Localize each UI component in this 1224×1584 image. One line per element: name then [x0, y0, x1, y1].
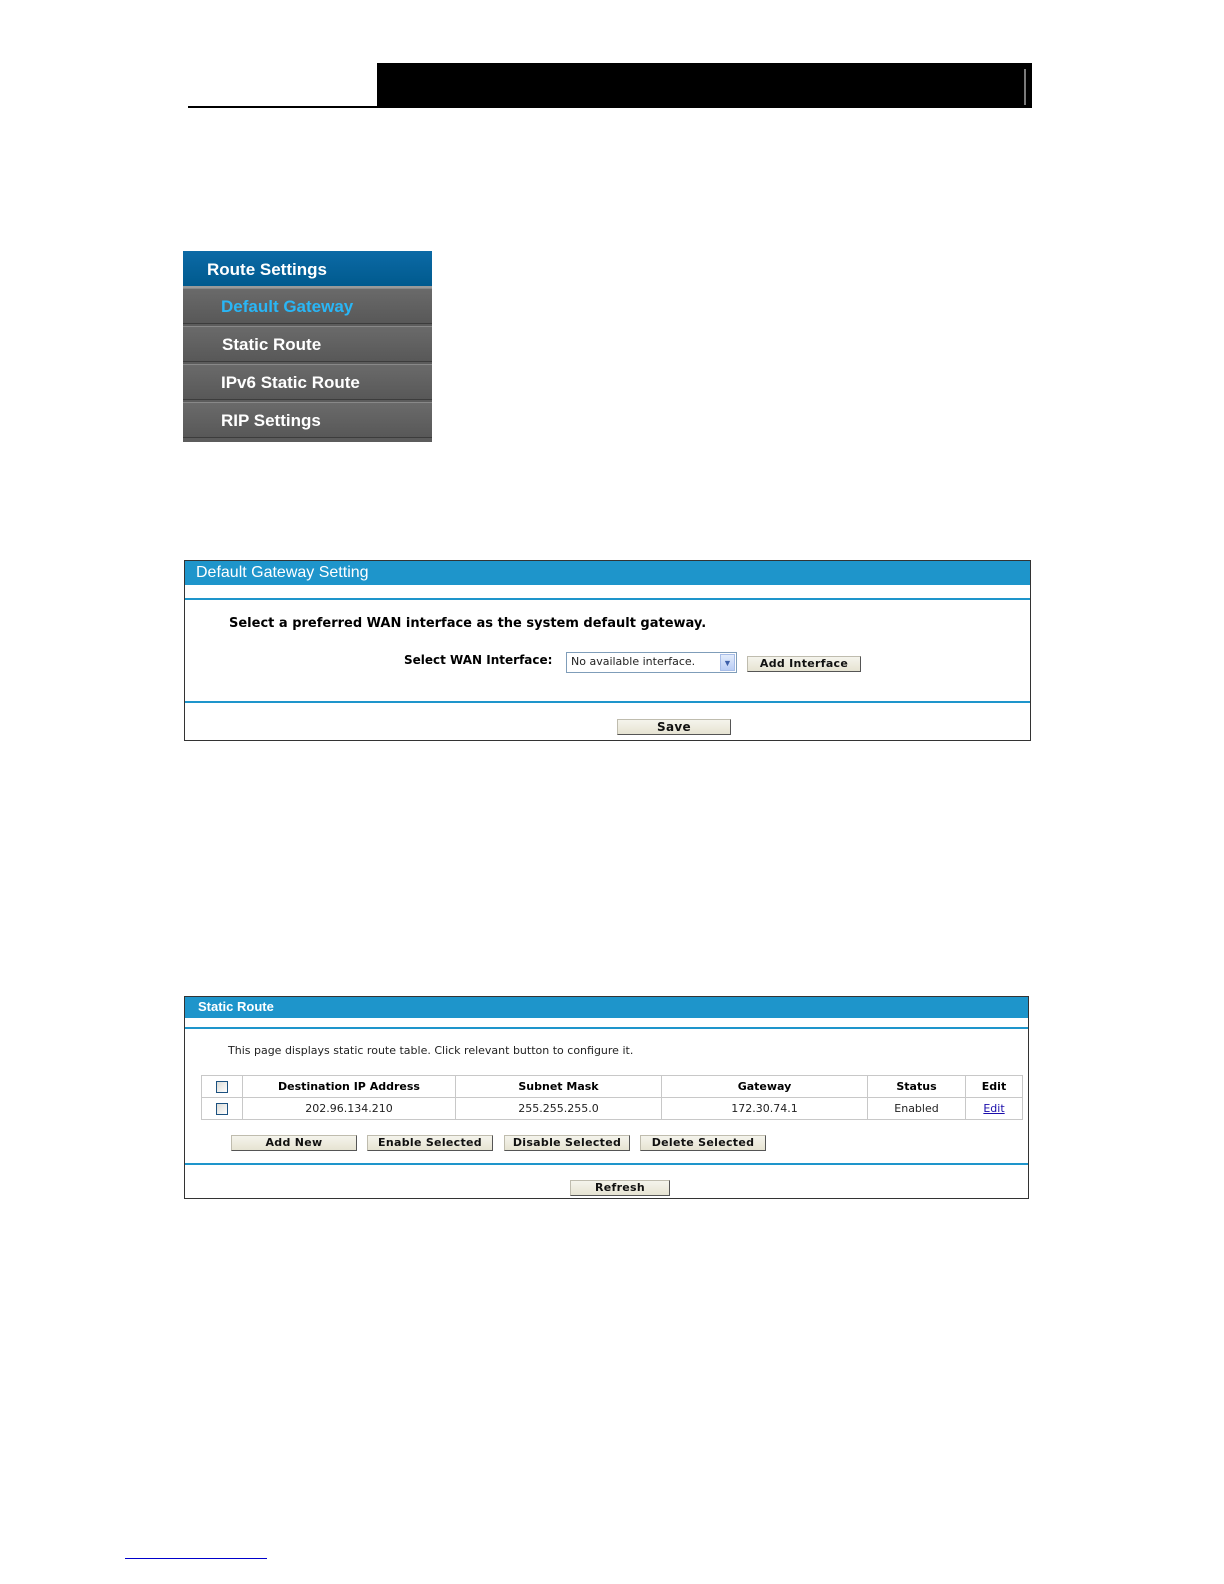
header-bar: [377, 63, 1032, 108]
gateway-cell: 172.30.74.1: [662, 1098, 868, 1120]
header-bar-edge: [1024, 69, 1026, 105]
divider: [185, 598, 1030, 600]
add-new-button[interactable]: Add New: [231, 1135, 357, 1151]
static-route-table: [201, 1075, 1023, 1120]
menu-item-static-route[interactable]: Static Route: [183, 326, 432, 362]
select-all-checkbox[interactable]: [216, 1081, 228, 1093]
select-all-cell: [202, 1076, 243, 1098]
row-select-cell: [202, 1098, 243, 1120]
menu-item-ipv6-static-route[interactable]: IPv6 Static Route: [183, 364, 432, 400]
wan-interface-label: Select WAN Interface:: [404, 653, 553, 667]
table-header-row: [202, 1076, 1023, 1098]
enable-selected-button[interactable]: Enable Selected: [367, 1135, 493, 1151]
subnet-mask-cell: 255.255.255.0: [456, 1098, 662, 1120]
edit-cell: [966, 1098, 1023, 1120]
divider: [185, 1027, 1028, 1029]
add-interface-button[interactable]: Add Interface: [747, 656, 861, 672]
row-checkbox[interactable]: [216, 1103, 228, 1115]
disable-selected-button[interactable]: Disable Selected: [504, 1135, 630, 1151]
panel-title: Default Gateway Setting: [185, 561, 1030, 585]
status-cell: Enabled: [868, 1098, 966, 1120]
column-header: Edit: [966, 1076, 1023, 1098]
refresh-button[interactable]: Refresh: [570, 1180, 670, 1196]
column-header: Destination IP Address: [243, 1076, 456, 1098]
header-rule: [188, 106, 378, 108]
delete-selected-button[interactable]: Delete Selected: [640, 1135, 766, 1151]
destination-cell: 202.96.134.210: [243, 1098, 456, 1120]
edit-link[interactable]: Edit: [983, 1102, 1005, 1115]
panel-title: Static Route: [185, 997, 1028, 1018]
divider: [185, 701, 1030, 703]
menu-header: Route Settings: [183, 251, 432, 288]
wan-interface-select-value: No available interface.: [571, 655, 696, 668]
static-route-panel: [184, 996, 1029, 1199]
footer-link-rule: [125, 1558, 267, 1559]
column-header: Gateway: [662, 1076, 868, 1098]
static-route-description: This page displays static route table. Click relevant button to configure it.: [228, 1044, 634, 1057]
wan-interface-select[interactable]: [566, 652, 737, 673]
column-header: Status: [868, 1076, 966, 1098]
gateway-description: Select a preferred WAN interface as the system default gateway.: [229, 616, 707, 631]
menu-item-default-gateway[interactable]: Default Gateway: [183, 288, 432, 324]
save-button[interactable]: Save: [617, 719, 731, 735]
default-gateway-panel: [184, 560, 1031, 741]
chevron-down-icon[interactable]: ▼: [720, 654, 735, 671]
column-header: Subnet Mask: [456, 1076, 662, 1098]
table-row: [202, 1098, 1023, 1120]
menu-item-rip-settings[interactable]: RIP Settings: [183, 402, 432, 438]
divider: [185, 1163, 1028, 1165]
route-settings-menu: [183, 251, 432, 442]
